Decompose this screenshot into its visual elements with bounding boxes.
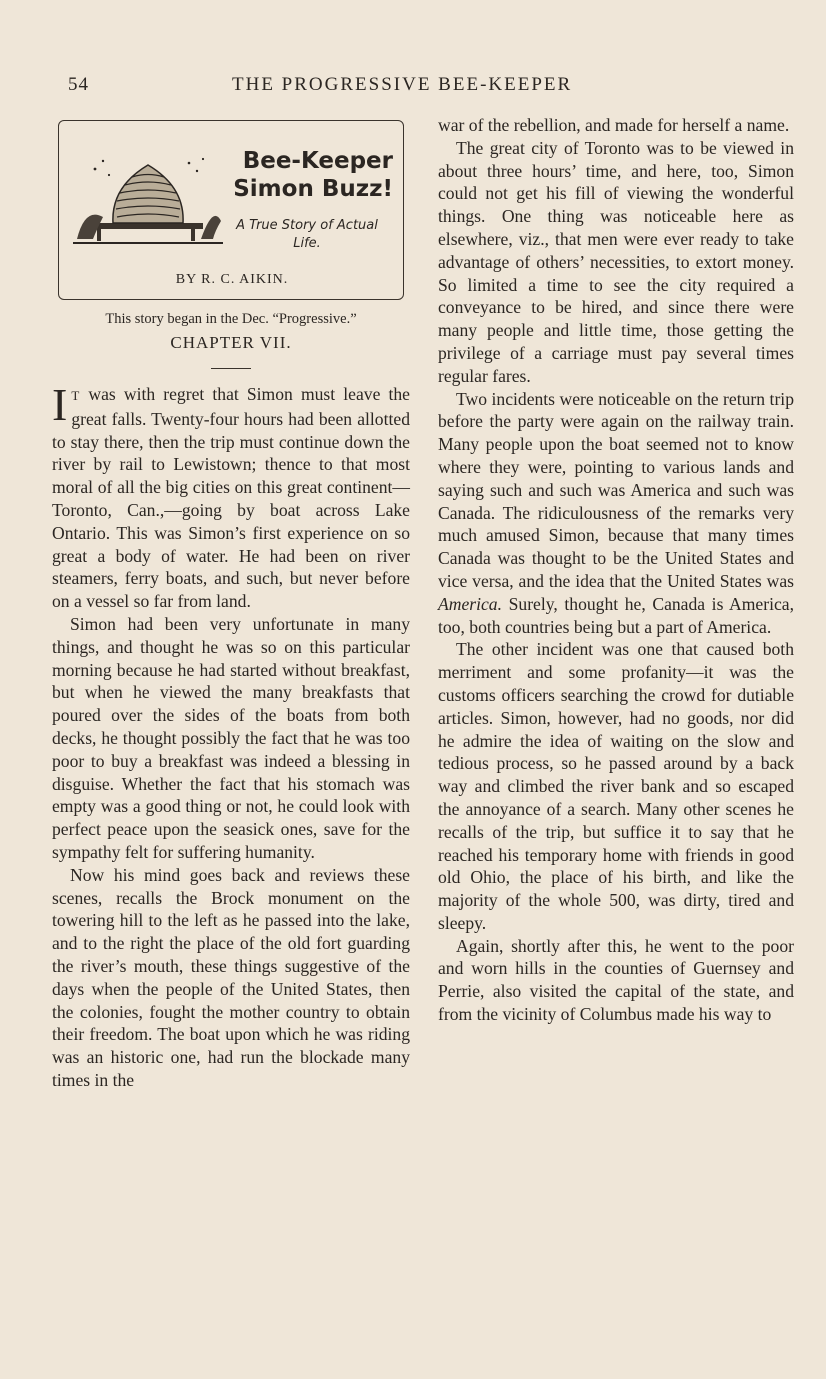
paragraph: The great city of Toronto was to be viewed in about three hours’ time, and here, too, Simon could not get his fill of viewing the wonderful things. One thing was noticeable here as elsewhere, viz., that men were ever ready to take advantage of others’ necessities, to extort money. So limited a time to see the city required a conveyance to be hired, and since there were many people and little time, those getting the privilege of a carriage must pay several times regular fares. (438, 137, 794, 386)
paragraph (52, 379, 410, 613)
subtitle-line-2: Life. (293, 236, 321, 251)
page-number: 54 (68, 74, 89, 95)
paragraph: The other incident was one that caused both merriment and some profanity—it was the customs officers searching the crowd for dutiable articles. Simon, however, had no goods, nor did he admire the idea of waiting on the slow and tedious process, so he passed around by a back way and climbed the river bank and so escaped the annoyance of a search. Many other scenes he recalls of the trip, but suffice it to say that he reached his temporary home with friends in good old Ohio, the place of his birth, and like the majority of the whole 500, was dirty, tired and sleepy. (438, 639, 794, 933)
chapter-heading: CHAPTER VII. (170, 333, 292, 352)
continuation-note: This story began in the Dec. “Progressive.” (105, 311, 357, 327)
title-box (58, 120, 404, 300)
subtitle-line-1: A True Story of Actual (236, 218, 378, 233)
small-caps-start: T (71, 388, 81, 403)
separator-rule (211, 368, 251, 369)
title-line-1: Bee-Keeper (242, 148, 393, 174)
beehive-illustration (73, 147, 223, 247)
paragraph: Simon had been very unfortunate in many things, and thought he was so on this particular morning because he had started without breakfast, but when he viewed the many breakfasts that poured over the sides of the boats from both decks, he thought possibly the fact that he was too poor to buy a breakfast was indeed a blessing in disguise. Whether the fact that his stomach was empty was a good thing or not, he could look with perfect peace upon the seasick ones, save for the sympathy felt for suffering humanity. (52, 613, 410, 862)
left-column (52, 114, 410, 1092)
paragraph-text: Two incidents were noticeable on the return trip before the party were again on the railway train. Many people upon the boat seemed not to know where they were, pointing to various lands and saying such and such was America and such was Canada. The ridiculousness of the remarks very much amused Simon, because that many times Canada was thought to be the United States and vice versa, and the idea that the United States was (438, 388, 794, 591)
paragraph: Again, shortly after this, he went to the poor and worn hills in the counties of Guernsey and Perrie, also visited the capital of the state, and from the vicinity of Columbus made his way to (438, 935, 794, 1025)
drop-cap: I (52, 379, 68, 430)
running-head (0, 74, 826, 100)
italic-word: America. (438, 593, 503, 614)
paragraph-text: was with regret that Simon must leave the great falls. Twenty-four hours had been allotted to stay there, then the trip must continue down the river by rail to Lewistown; thence to that most moral of all the big cities on this great continent—Toronto, Can.,—going by boat across Lake Ontario. This was Simon’s first experience on so great a body of water. He had been on river steamers, ferry boats, and such, but never before on a vessel so far from land. (52, 384, 410, 612)
paragraph-text: Surely, thought he, Canada is America, too, both countries being but a part of America. (438, 593, 794, 637)
right-column (438, 114, 794, 1026)
paragraph: war of the rebellion, and made for herself a name. (438, 115, 790, 135)
byline: BY R. C. AIKIN. (175, 272, 289, 287)
title-line-2: Simon Buzz! (233, 176, 393, 202)
story-title (223, 147, 393, 203)
journal-title: THE PROGRESSIVE BEE-KEEPER (232, 74, 573, 95)
story-subtitle (225, 217, 389, 253)
paragraph: Now his mind goes back and reviews these scenes, recalls the Brock monument on the towering hill to the left as he passed into the lake, and to the right the place of the old fort guarding the river’s mouth, these things suggestive of the days when the people of the United States, then the colonies, fought the mother country to obtain their freedom. The boat upon which he was riding was an historic one, had run the blockade many times in the (52, 864, 410, 1090)
paragraph (438, 388, 794, 639)
